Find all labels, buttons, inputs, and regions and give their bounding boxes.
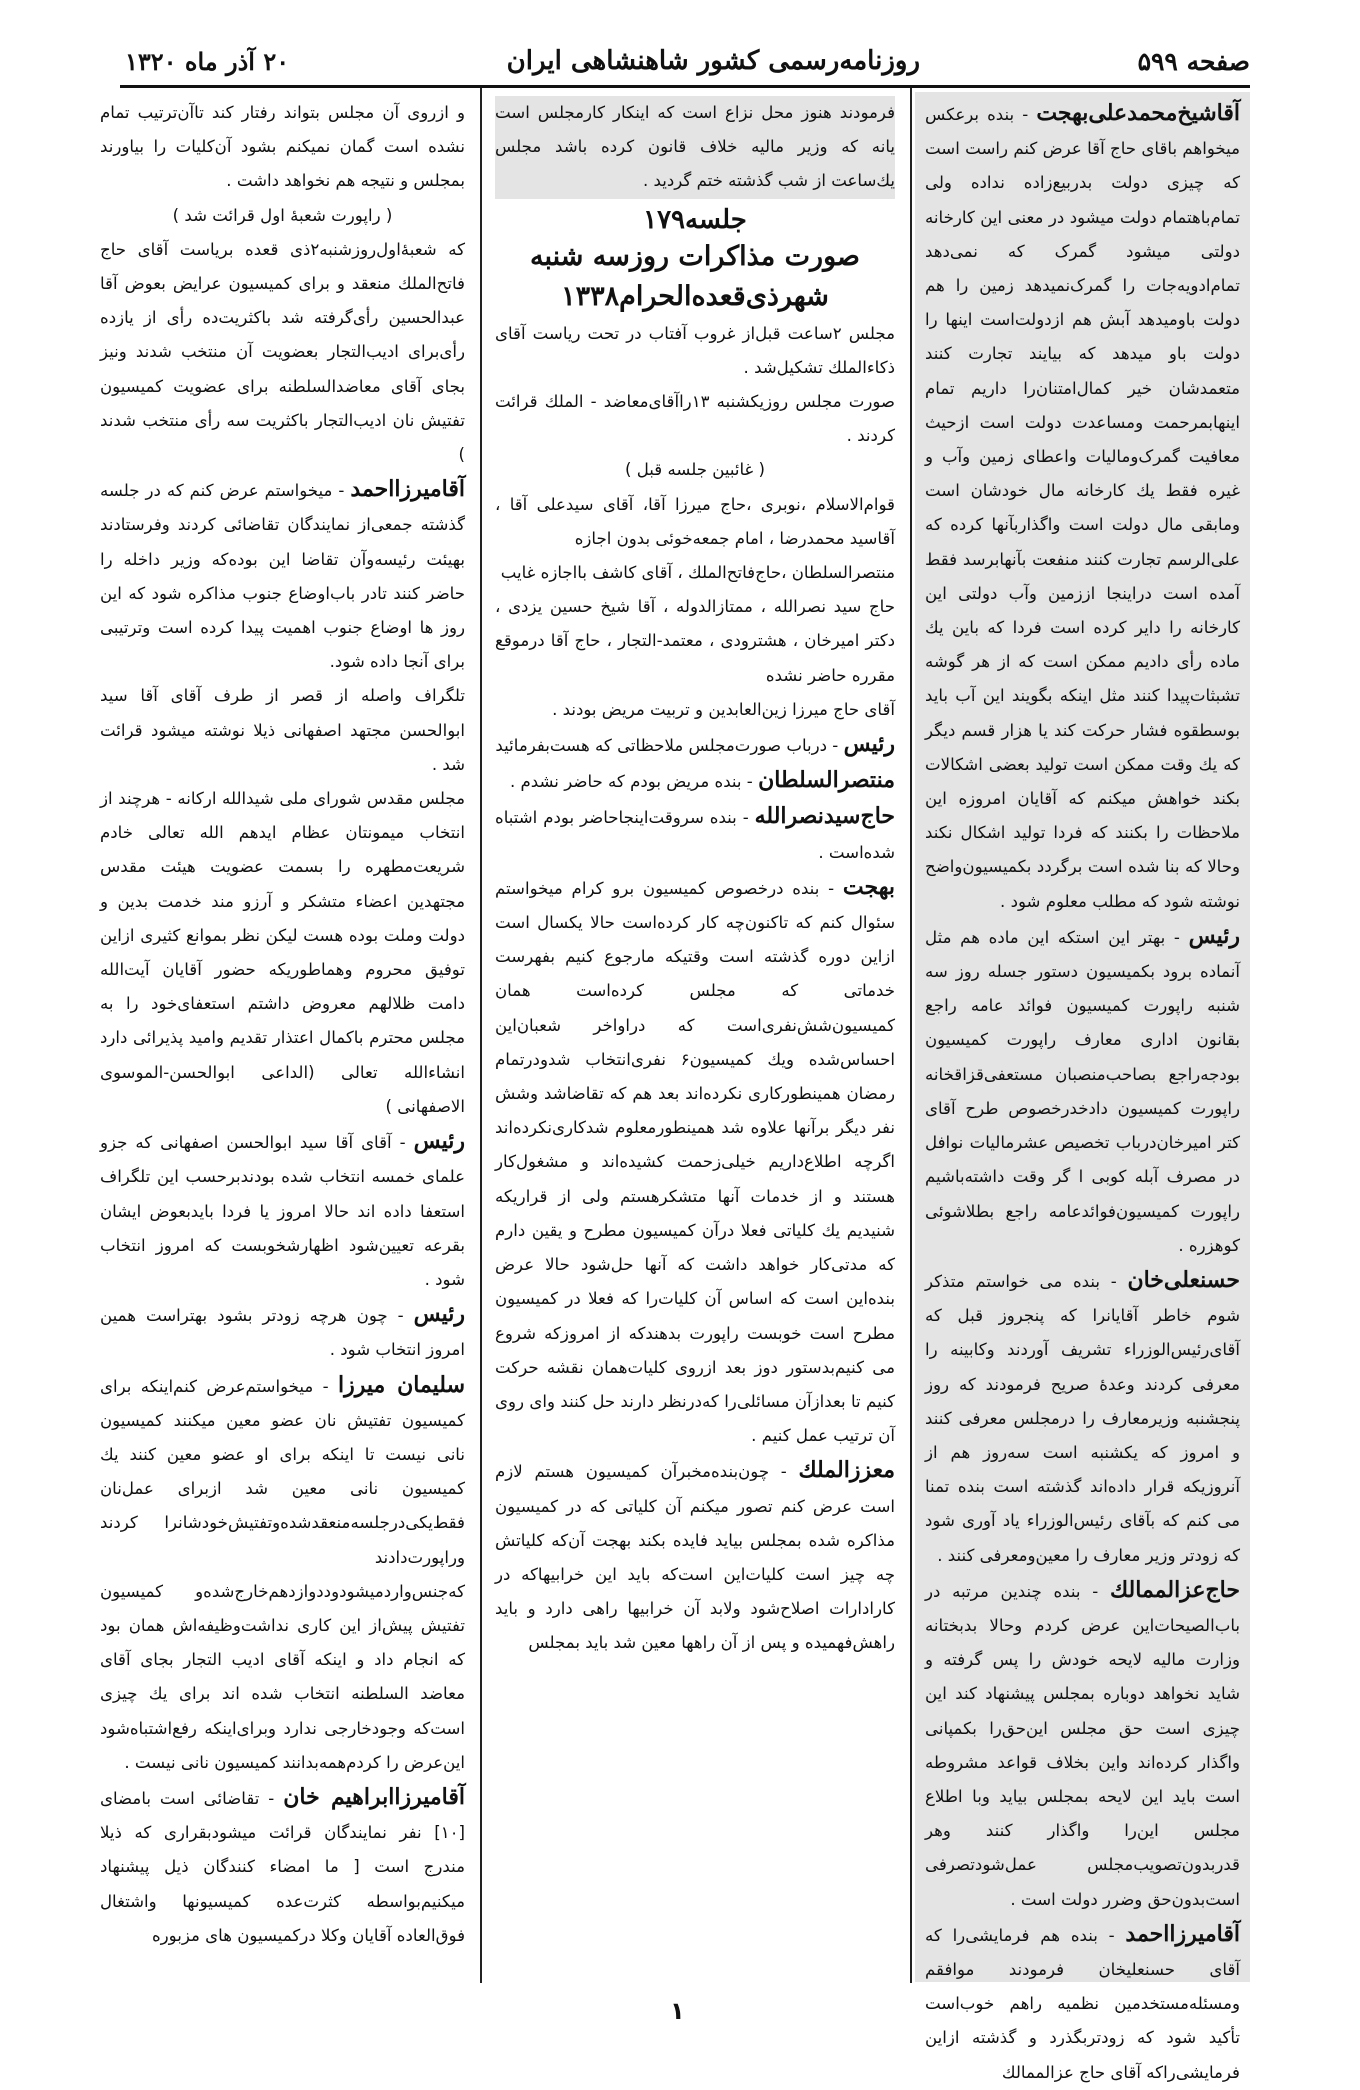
speaker-name: معززالملك [798, 1457, 895, 1484]
speaker-name: آقامیرزااحمد [350, 476, 465, 503]
speech-text: - بنده هم فرمایشی‌را که آقای حسنعلیخان فرمودند موافقم ومسئله‌مستخدمین نظمیه راهم خوب‌است تأکید شود که زودتربگذرد و گذشته ازاین فرمایشی‌راکه آقای حاج عزالممالك [925, 1925, 1240, 2082]
left-paragraph-8 [100, 1780, 465, 1953]
middle-paragraph-5 [495, 1453, 895, 1660]
speech-text: - بنده چندین مرتبه در باب‌الصیحات‌این عرض کردم وحالا بدبختانه وزارت مالیه لایحه خودش را پس گرفته و شاید نخواهد دوباره بمجلس پیشنهاد کند این چیزی است حق مجلس این‌حق‌را بکمپانی واگذار کرده‌اند واین بخلاف قواعد مشروطه است باید این لایحه بمجلس بیاید وبا اطلاع مجلس این‌را واگذار کنند وهر قدربدون‌تصویب‌مجلس عمل‌شودتصرفی است‌بدون‌حق وضرر دولت است . [925, 1581, 1240, 1909]
speech-text: - بنده سروقت‌اینجاحاضر بودم اشتباه شده‌است . [495, 808, 895, 862]
speaker-name: رئیس [413, 1301, 465, 1328]
speech-text: - تقاضائی است بامضای [۱۰] نفر نمایندگان قرائت میشود‌بقراری که ذیلا مندرج است [ ما امضاء کنندگان ذیل پیشنهاد میکنیم‌بواسطه کثرت‌عده کمیسیونها واشتغال فوق‌العاده آقایان وکلا درکمیسیون های مزبوره [100, 1788, 465, 1945]
left-column [90, 92, 475, 1982]
speaker-name: بهجت [842, 873, 895, 900]
absent-list-3: حاج سید نصرالله ، ممتازالدوله ، آقا شیخ حسین یزدی ، دکتر امیرخان ، هشترودی ، معتمد-التجار ، حاج آقا درموقع مقرره حاضر نشده [495, 597, 895, 685]
report-heading: ( راپورت شعبهٔ اول قرائت شد ) [172, 205, 393, 225]
absent-list-2: منتصرالسلطان ،حاج‌فاتح‌الملك ، آقای کاشف بااجازه غایب [500, 563, 895, 583]
speech-text: - چون هرچه زودتر بشود بهتراست همین امروز انتخاب شود . [100, 1306, 465, 1360]
speech-text: - بنده درخصوص کمیسیون برو کرام میخواستم سئوال کنم که تاکنون‌چه کار کرده‌است حالا یکسال است ازاین دوره گذشته است وقتیکه مارجوع کنیم بفهرست خدماتی که مجلس کرده‌است همان کمیسیون‌شش‌نفری‌است که دراواخر شعبان‌این احساس‌شده ویك کمیسیون۶ نفری‌انتخاب شدودرتمام رمضان همینطورکاری نکرده‌اند بعد هم که تقاضاشد وشش نفر دیگر برآنها علاوه شد همینطورمعلوم شدکاری‌نکرده‌اند اگرچه اطلاع‌داریم خیلی‌زحمت کشیده‌اند و مشغول‌کار هستند و از خدمات آنها متشکرهستم ولی از قراریکه شنیدیم یك کلیاتی فعلا درآن کمیسیون مطرح و یقین دارم که مدتی‌کار خواهد داشت که آنها حل‌شود حالا عرض بنده‌این است که اساس آن کلیات‌را که فعلا در کمیسیون مطرح است خوبست راپورت بدهندکه از امروزکه شروع می کنیم‌بدستور دوز بعد ازروی کلیات‌همان نقشه حرکت کنیم تا بعدازآن مسائلی‌را که‌درنظر دارند حل کنند وای روی آن ترتیب عمل کنیم . [495, 878, 896, 1446]
left-paragraph-4: مجلس مقدس شورای ملی شیدالله ارکانه - هرچند از انتخاب میمونتان عظام ایدهم الله تعالی خادم شریعت‌مطهره را بسمت عضویت هیئت مقدس مجتهدین اعضاء متشکر و آرزو مند خدمت بدین و دولت وملت بوده هست لیکن نظر بموانع کثیری ازاین توفیق محروم وهماطوریکه حضور آقایان آیت‌الله دامت ظلالهم معروض داشتم استعفای‌خود را به مجلس محترم باکمال اعتذار تقدیم وامید پذیرائی دارد انشاءالله تعالی (الداعی ابوالحسن-الموسوی الاصفهانی ) [100, 789, 465, 1116]
speech-text: - آقای آقا سید ابوالحسن اصفهانی که جزو علمای خمسه انتخاب شده بودند‌بر‌حسب این تلگراف استعفا داده اند حالا امروز یا فردا بایدبعوض ایشان بقرعه تعیین‌شود اظهارشخوبست که امروز انتخاب شود . [100, 1133, 465, 1289]
right-column [915, 92, 1250, 2082]
speech-text: - میخواستم عرض کنم که در جلسه گذشته جمعی‌از نمایندگان تقاضائی کردند وفرستادند بهیئت رئیسه‌وآن تقاضا این بوده‌که وزیر داخله را حاضر کنند تادر باب‌اوضاع جنوب مذاکره شود که این روز ها اوضاع جنوب اهمیت پیدا کرده است وترتیبی برای آنجا داده شود. [100, 481, 465, 672]
left-paragraph-7 [100, 1368, 465, 1780]
speaker-name: حاج‌سیدنصرالله [754, 803, 895, 830]
speech-text: - بنده برعکس میخواهم باقای حاج آقا عرض کنم راست است که چیزی دولت بدربیع‌زاده نداده ولی تمام‌باهتمام دولت میشود در معنی این کارخانه دولتی میشود گمرک که نمی‌دهد تمام‌ادویه‌جات را گمرک‌نمیدهد زمین را هم دولت باومیدهد آبش هم ازدولت‌است اینها را دولت باو میدهد که بیایند تجارت کنند متعمدشان خیر کمال‌امتنان‌را داریم تمام اینها‌بمرحمت ومساعدت دولت است ازحیث معافیت گمرک‌ومالیات واعطای زمین وآب و غیره فقط یك کارخانه مال خودشان است ومابقی مال دولت است واگذار‌بآنها کرده که علی‌الرسم تجارت کنند منفعت بآنها‌برسد فقط آمده است دراینجا اززمین وآب دولتی این کارخانه را دایر کرده است فردا که باین یك ماده رأی دادیم ممکن است که از هر گوشه تشبثات‌پیدا کنند مثل اینکه بگویند این آب باید بوسطقوه فشار حرکت کند یا هزار قسم دیگر که یك وقت ممکن است تولید بعضی اشکالات بکند خواهش میکنم که آقایان امروزه این ملاحظات را بکنند که فردا تولید اشکال نکند وحالا که بنا شده است برگردد بکمیسیون‌واضح نوشته شود که مطلب معلوم شود . [925, 105, 1240, 911]
right-paragraph-5 [925, 1917, 1240, 2090]
middle-paragraph-4 [495, 870, 895, 1453]
right-paragraph-2 [925, 919, 1240, 1263]
page-header [125, 40, 1250, 82]
speaker-name: منتصرالسلطان [758, 767, 895, 794]
page-number: ۱ [670, 1997, 685, 2025]
right-paragraph-3 [925, 1263, 1240, 1573]
middle-paragraph-1 [495, 727, 895, 763]
absent-list-4: آقای حاج میرزا زین‌العابدین و تربیت مریض بودند . [552, 699, 895, 719]
middle-paragraph-3 [495, 799, 895, 869]
left-paragraph-1: و ازروی آن مجلس بتواند رفتار کند تاآن‌ترتیب تمام نشده است گمان نمیکنم بشود آن‌کلیات را بیاورند بمجلس و نتیجه هم نخواهد داشت . [100, 103, 465, 191]
header-rule [120, 85, 1250, 88]
left-paragraph-2 [100, 472, 465, 679]
session-title-line-1: صورت مذاکرات روزسه شنبه [530, 240, 860, 272]
session-title-line-2: شهرذی‌قعده‌الحرام۱۳۳۸ [561, 280, 829, 312]
issue-date: ۲۰ آذر ماه ۱۳۲۰ [125, 46, 290, 76]
session-opening: مجلس ۲ساعت قبل‌از غروب آفتاب در تحت ریاست آقای ذکاءالملك تشکیل‌شد . [495, 323, 895, 377]
session-number: جلسه۱۷۹ [643, 204, 747, 235]
speech-text: - درباب صورت‌مجلس ملاحظاتی که هست‌بفرمائید [495, 736, 844, 756]
page-label: صفحه ۵۹۹ [1137, 46, 1250, 76]
right-paragraph-4 [925, 1573, 1240, 1917]
absent-list-1: قوام‌الاسلام ،نوبری ،حاج میرزا آقا، آقای سیدعلی آقا ، آقاسید محمدرضا ، امام جمعه‌خوئی بدون اجازه [495, 494, 895, 548]
column-divider-right [910, 88, 912, 1983]
minutes-read: صورت مجلس روزیکشنبه ۱۳راآقای‌معاضد - الملك قرائت کردند . [495, 392, 896, 446]
speaker-name: آقامیرزاابراهیم خان [283, 1783, 465, 1810]
middle-paragraph-2 [495, 763, 895, 799]
report-text: که شعبهٔ‌اول‌روزشنبه۲ذی قعده بریاست آقای حاج فاتح‌الملك منعقد و برای کمیسیون عرایض بعوض آقا عبدالحسین رأی‌گرفته شد باکثریت‌ده رأی از یازده رأی‌برای ادیب‌التجار بعضویت آن منتخب شدند ونیز بجای آقای معاضدالسلطنه برای عضویت کمیسیون تفتیش نان ادیب‌التجار باکثریت سه رأی منتخب شدند ) [100, 239, 465, 465]
right-paragraph-1 [925, 96, 1240, 919]
speaker-name: آقاشیخ‌محمدعلی‌بهجت [1036, 100, 1240, 126]
speaker-name: رئیس [843, 731, 895, 758]
speech-text: - چون‌بنده‌مخبرآن کمیسیون هستم لازم است عرض کنم تصور میکنم آن کلیاتی که در کمیسیون مذاکره شده بمجلس بیاید فایده بکند بهجت آن‌که کلیاتش چه چیز است کلیات‌این است‌که باید این خرابیهاکه در کارادارات اصلاح‌شود ولابد آن خرابیها راهی دارد و باید راهش‌فهمیده و پس از آن راهها معین شد باید بمجلس [495, 1462, 895, 1653]
left-paragraph-6 [100, 1297, 465, 1367]
speech-text: - میخواستم‌عرض کنم‌اینکه برای کمیسیون تفتیش نان عضو معین میکنند کمیسیون نانی نیست تا اینکه برای او عضو معین کنند یك کمیسیون نانی معین شد ازبرای عمل‌نان فقط‌یکی‌درجلسه‌منعقدشده‌وتفتیش‌خودشانرا کردند وراپورت‌دادند که‌جنس‌وارد‌میشود‌وددواز‌دهم‌خارج‌شده‌و کمیسیون تفتیش پیش‌از این کاری نداشت‌وظیفه‌اش همان بود که انجام داد و اینکه آقای ادیب التجار بجای آقای معاضد السلطنه انتخاب شده اند برای یك چیزی است‌که وجودخارجی ندارد وبرای‌اینکه رفع‌اشتباه‌شود این‌عرض را کردم‌همه‌بدانند کمیسیون نانی نیست . [100, 1376, 465, 1772]
paper-title: روزنامه‌رسمی کشور شاهنشاهی ایران [506, 46, 921, 76]
speech-text: - بهتر این استکه این ماده هم مثل آنماده برود بکمیسیون دستور جسله روز سه شنبه راپورت کمیسیون فوائد عامه راجع بقانون اداری معارف راپورت کمیسیون بودجه‌راجع بصاحب‌منصبان مستعفی‌قزاقخانه راپورت کمیسیون دادخدرخصوص طرح آقای کتر امیرخان‌درباب تخصیص عشر‌مالیات نوافل در مصرف آبله کوبی ا گر وقت داشته‌باشیم راپورت کمیسیون‌فوائدعامه راجع بطلاشوئی کوهزره . [925, 927, 1240, 1255]
speech-text: - بنده می خواستم متذکر شوم خاطر آقایانرا که پنجروز قبل که آقای‌رئیس‌الوزراء تشریف آوردند وکابینه را معرفی کردند وعدهٔ صریح فرمودند که روز پنجشنبه وزیرمعارف را درمجلس معرفی کنند و امروز که یکشنبه است سه‌روز هم از آنروزیکه قرار داده‌اند گذشته است بنده تمنا می کنم که بآقای رئیس‌الوزراء یاد آوری شود که زودتر وزیر معارف را معین‌ومعرفی کنند . [925, 1271, 1240, 1565]
column-divider-left [480, 88, 482, 1983]
left-paragraph-5 [100, 1124, 465, 1297]
speaker-name: رئیس [413, 1128, 465, 1155]
speaker-name: حسنعلی‌خان [1127, 1266, 1240, 1293]
speaker-name: حاج‌عزالممالك [1110, 1576, 1240, 1603]
left-paragraph-3: تلگراف واصله از قصر از طرف آقای آقا سید ابوالحسن مجتهد اصفهانی ذیلا نوشته میشود قرائت شد . [100, 686, 465, 774]
middle-column [485, 92, 905, 1982]
speech-text: - بنده مریض بودم که حاضر نشدم . [509, 772, 759, 792]
speaker-name: سلیمان میرزا [338, 1371, 465, 1398]
speaker-name: رئیس [1188, 922, 1240, 949]
speaker-name: آقامیرزااحمد [1125, 1920, 1240, 1947]
middle-intro: فرمودند هنوز محل نزاع است که اینکار کارمجلس است یانه که وزیر مالیه خلاف قانون کرده باشد مجلس یك‌ساعت از شب گذشته ختم گردید . [495, 96, 895, 199]
absentees-heading: ( غائبین جلسه قبل ) [624, 460, 765, 480]
